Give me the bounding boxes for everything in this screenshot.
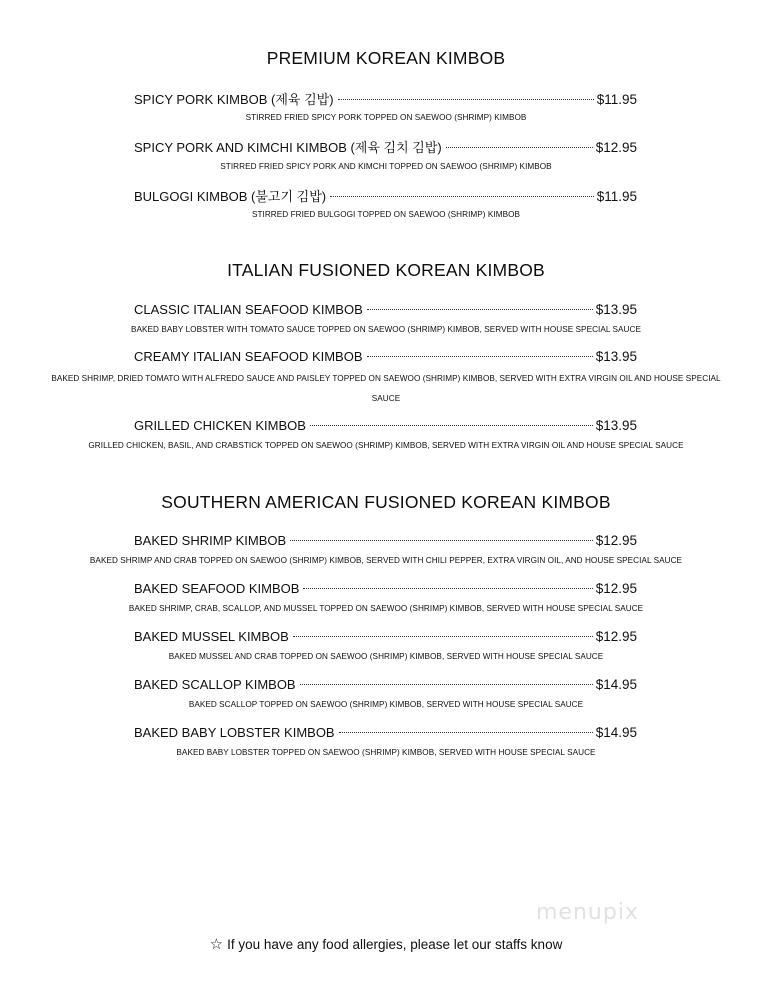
item-description: BAKED SHRIMP AND CRAB TOPPED ON SAEWOO (SHRIMP) KIMBOB, SERVED WITH CHILI PEPPER, EXTRA VIRGIN OIL, AND HOUSE SPECIAL SAUCE [89,556,683,565]
item-price: $13.95 [595,349,637,364]
item-price: $12.95 [595,533,637,548]
allergy-note-text: If you have any food allergies, please let our staffs know [227,937,563,952]
item-price: $13.95 [595,302,637,317]
item-description: STIRRED FRIED SPICY PORK AND KIMCHI TOPPED ON SAEWOO (SHRIMP) KIMBOB [220,162,552,171]
dot-leader [367,309,593,310]
item-description: STIRRED FRIED BULGOGI TOPPED ON SAEWOO (SHRIMP) KIMBOB [251,210,521,219]
dot-leader [310,425,593,426]
menu-item [134,725,637,740]
item-price: $11.95 [596,92,637,107]
item-price: $14.95 [595,725,637,740]
item-name: GRILLED CHICKEN KIMBOB [134,418,306,433]
dot-leader [300,684,593,685]
menu-item [134,349,637,364]
menu-item [134,533,637,548]
item-name: BAKED SHRIMP KIMBOB [134,533,287,548]
menu-item [134,418,637,433]
item-price: $12.95 [595,581,637,596]
item-name: BAKED MUSSEL KIMBOB [134,629,289,644]
item-name: CLASSIC ITALIAN SEAFOOD KIMBOB [134,302,363,317]
allergy-note [0,935,772,953]
item-price: $12.95 [595,629,637,644]
section-title-italian: ITALIAN FUSIONED KOREAN KIMBOB [227,260,545,280]
dot-leader [446,147,593,148]
item-description: BAKED BABY LOBSTER WITH TOMATO SAUCE TOPPED ON SAEWOO (SHRIMP) KIMBOB, SERVED WITH HOUSE SPECIAL SAUCE [131,325,641,334]
item-name: BAKED SCALLOP KIMBOB [134,677,296,692]
dot-leader [338,99,594,100]
star-outline-icon: ☆ [209,936,224,953]
section-title-premium: PREMIUM KOREAN KIMBOB [266,48,506,68]
item-description: BAKED SCALLOP TOPPED ON SAEWOO (SHRIMP) KIMBOB, SERVED WITH HOUSE SPECIAL SAUCE [188,700,584,709]
dot-leader [367,356,593,357]
menu-item [134,137,637,156]
item-description: BAKED SHRIMP, CRAB, SCALLOP, AND MUSSEL TOPPED ON SAEWOO (SHRIMP) KIMBOB, SERVED WITH HOUSE SPECIAL SAUCE [128,604,644,613]
item-description: BAKED MUSSEL AND CRAB TOPPED ON SAEWOO (SHRIMP) KIMBOB, SERVED WITH HOUSE SPECIAL SAUCE [168,652,604,661]
item-price: $11.95 [596,189,637,204]
item-description: GRILLED CHICKEN, BASIL, AND CRABSTICK TOPPED ON SAEWOO (SHRIMP) KIMBOB, SERVED WITH EXTRA VIRGIN OIL AND HOUSE SPECIAL SAUCE [88,441,684,450]
dot-leader [290,540,593,541]
menupix-watermark: menupix [536,900,639,925]
item-description: BAKED BABY LOBSTER TOPPED ON SAEWOO (SHRIMP) KIMBOB, SERVED WITH HOUSE SPECIAL SAUCE [176,748,596,757]
item-name: BULGOGI KIMBOB (불고기 김밥) [134,189,327,204]
item-price: $14.95 [595,677,637,692]
menu-item [134,89,637,108]
item-price: $12.95 [595,140,637,155]
item-price: $13.95 [595,418,637,433]
section-title-southern: SOUTHERN AMERICAN FUSIONED KOREAN KIMBOB [161,492,611,512]
dot-leader [330,196,594,197]
item-name: CREAMY ITALIAN SEAFOOD KIMBOB [134,349,363,364]
dot-leader [339,732,593,733]
item-name: BAKED BABY LOBSTER KIMBOB [134,725,335,740]
dot-leader [303,588,592,589]
dot-leader [293,636,593,637]
item-name: BAKED SEAFOOD KIMBOB [134,581,300,596]
menu-item [134,302,637,317]
item-description: STIRRED FRIED SPICY PORK TOPPED ON SAEWOO (SHRIMP) KIMBOB [245,113,527,122]
menu-item [134,629,637,644]
item-description: BAKED SHRIMP, DRIED TOMATO WITH ALFREDO SAUCE AND PAISLEY TOPPED ON SAEWOO (SHRIMP) KIMBOB, SERVED WITH EXTRA VIRGIN OIL AND HOUSE SPECIAL SAUCE [51,374,721,403]
item-name: SPICY PORK KIMBOB (제육 김밥) [134,92,334,107]
menu-item [134,186,637,205]
item-name: SPICY PORK AND KIMCHI KIMBOB (제육 김치 김밥) [134,140,442,155]
menu-item [134,581,637,596]
menu-item [134,677,637,692]
